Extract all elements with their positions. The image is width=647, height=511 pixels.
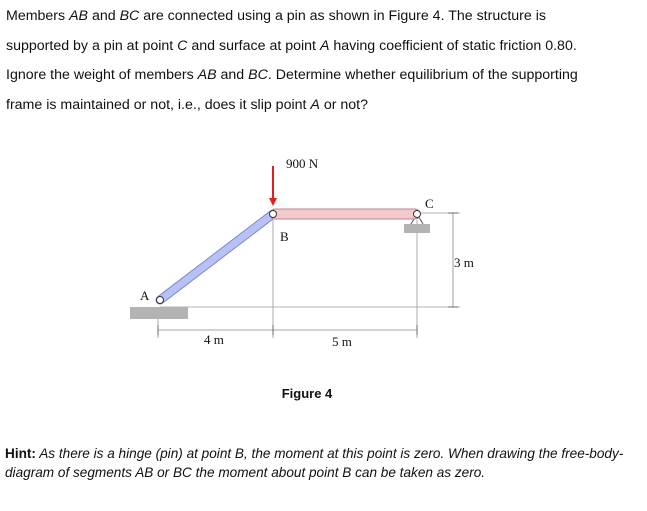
text-run: and surface at point [187, 37, 320, 54]
problem-line-3 [6, 61, 638, 91]
problem-line-4 [6, 91, 638, 121]
member-ab-ref: AB [69, 8, 89, 24]
figure-4-diagram [120, 150, 500, 360]
dimension-label-5m: 5 m [332, 334, 352, 349]
text-run: or not? [319, 96, 368, 113]
text-run: and [88, 8, 120, 24]
figure-caption: Figure 4 [281, 386, 333, 401]
member-ab-fill [160, 214, 273, 300]
hint-label: Hint: [5, 446, 36, 461]
member-bc-ref: BC [119, 8, 140, 24]
text-run: frame is maintained or not, i.e., does it slip point [6, 96, 311, 113]
text-run: . Determine whether equilibrium of the supporting [267, 67, 578, 83]
text-run: are connected using a pin as shown in Figure 4. The structure is [139, 8, 546, 24]
dimension-label-3m: 3 m [454, 255, 474, 270]
text-run: Members [6, 8, 70, 24]
hint-text: As there is a hinge (pin) at point B, the moment at this point is zero. When drawing the free-body-diagram of segments AB or BC the moment about point B can be taken as zero. [5, 446, 624, 480]
pin-b [270, 211, 277, 218]
text-run: supported by a pin at point [6, 37, 178, 54]
problem-statement [6, 2, 638, 120]
label-point-a: A [140, 288, 150, 303]
text-run: having coefficient of static friction 0.80. [329, 37, 577, 54]
text-run: and [216, 67, 249, 83]
pin-c [414, 211, 421, 218]
point-c-ref: C [177, 37, 188, 54]
pin-a [157, 297, 164, 304]
member-bc [270, 209, 420, 219]
point-a-ref: A [319, 37, 330, 54]
label-point-b: B [280, 229, 289, 244]
surface-support-a [130, 307, 188, 319]
text-run: Ignore the weight of members [6, 67, 198, 83]
problem-line-2 [6, 32, 638, 62]
point-a-ref: A [310, 96, 320, 113]
load-label: 900 N [286, 156, 319, 171]
hint-note [5, 444, 637, 482]
member-bc-ref: BC [248, 67, 268, 83]
pin-support-c [404, 224, 430, 233]
member-ab-ref: AB [197, 67, 217, 83]
dimension-label-4m: 4 m [204, 332, 224, 347]
label-point-c: C [425, 196, 434, 211]
problem-line-1 [6, 2, 638, 32]
